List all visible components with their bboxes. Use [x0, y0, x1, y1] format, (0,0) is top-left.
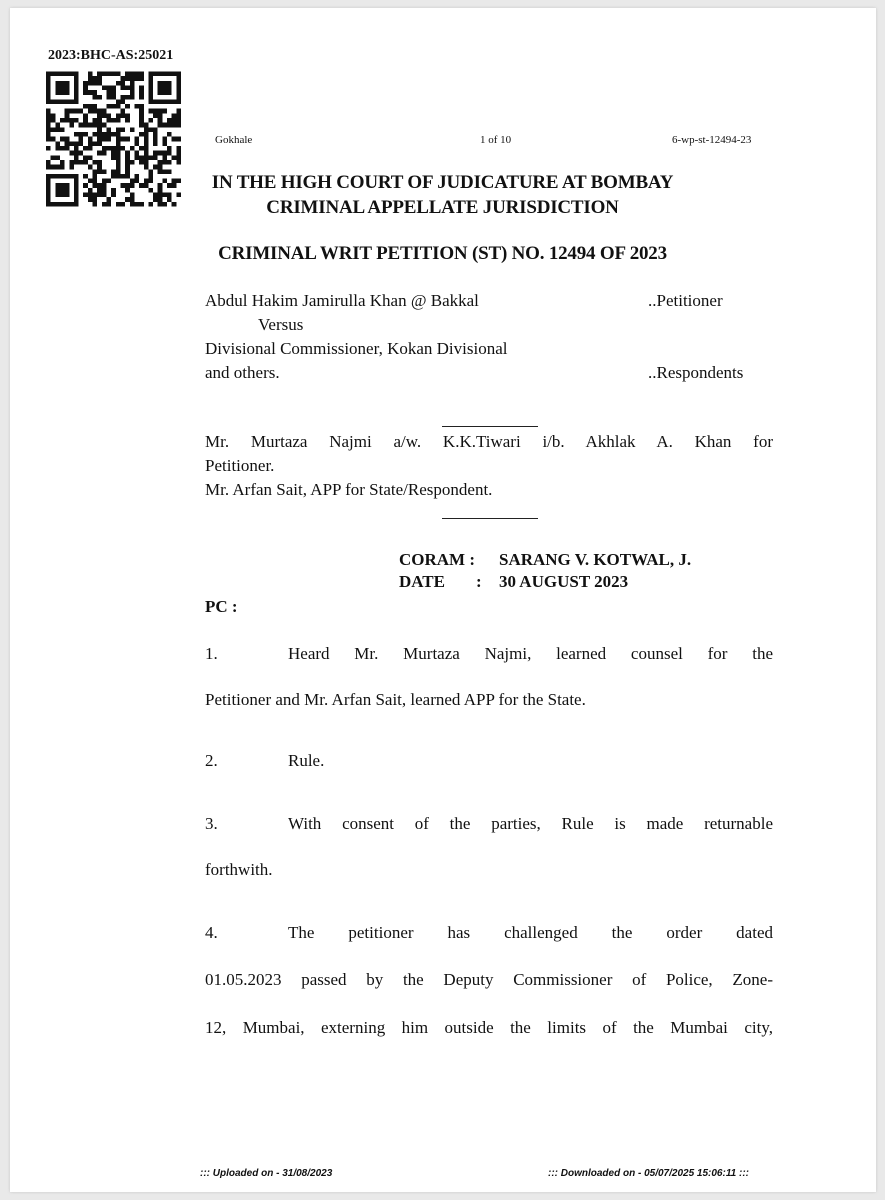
paragraph-text: Petitioner and Mr. Arfan Sait, learned APP for the State.	[205, 690, 586, 709]
case-id-stamp: 2023:BHC-AS:25021	[48, 48, 174, 63]
petitioner-role: ..Petitioner	[648, 291, 723, 310]
header-page-number: 1 of 10	[480, 134, 512, 146]
respondent-name-cont: and others.	[205, 363, 280, 382]
coram-judge: SARANG V. KOTWAL, J.	[499, 550, 692, 569]
petition-title: CRIMINAL WRIT PETITION (ST) NO. 12494 OF 2023	[218, 243, 667, 264]
court-name: IN THE HIGH COURT OF JUDICATURE AT BOMBAY	[211, 172, 674, 193]
date-value: 30 AUGUST 2023	[499, 572, 629, 591]
header-author: Gokhale	[215, 134, 253, 146]
petitioner-name: Abdul Hakim Jamirulla Khan @ Bakkal	[205, 291, 479, 310]
paragraph-text: Rule.	[288, 751, 325, 770]
divider	[442, 426, 538, 427]
paragraph-text: forthwith.	[205, 860, 273, 879]
state-counsel: Mr. Arfan Sait, APP for State/Respondent.	[205, 480, 493, 499]
paragraph-number: 1.	[205, 644, 218, 663]
paragraph-text: 12, Mumbai, externing him outside the limits of the Mumbai city,	[205, 1018, 773, 1037]
download-date-footer: ::: Downloaded on - 05/07/2025 15:06:11 :::	[548, 1168, 749, 1179]
paragraph-number: 4.	[205, 923, 218, 942]
petitioner-counsel: Mr. Murtaza Najmi a/w. K.K.Tiwari i/b. Akhlak A. Khan for	[205, 432, 773, 451]
divider	[442, 518, 538, 519]
paragraph-number: 2.	[205, 751, 218, 770]
paragraph-number: 3.	[205, 814, 218, 833]
pc-label: PC :	[205, 597, 238, 616]
coram-label: CORAM :	[399, 550, 476, 569]
respondent-role: ..Respondents	[648, 363, 744, 382]
paragraph-text: Heard Mr. Murtaza Najmi, learned counsel for the	[288, 644, 773, 663]
versus-label: Versus	[258, 315, 304, 334]
jurisdiction: CRIMINAL APPELLATE JURISDICTION	[266, 197, 619, 218]
upload-date-footer: ::: Uploaded on - 31/08/2023	[200, 1168, 333, 1179]
header-file-ref: 6-wp-st-12494-23	[672, 134, 752, 146]
date-colon: :	[476, 572, 482, 591]
paragraph-text: 01.05.2023 passed by the Deputy Commissioner of Police, Zone-	[205, 970, 773, 989]
respondent-name: Divisional Commissioner, Kokan Divisional	[205, 339, 508, 358]
paragraph-text: The petitioner has challenged the order dated	[288, 923, 773, 942]
paragraph-text: With consent of the parties, Rule is made returnable	[288, 814, 773, 833]
petitioner-counsel-cont: Petitioner.	[205, 456, 275, 475]
date-label: DATE	[399, 572, 445, 591]
